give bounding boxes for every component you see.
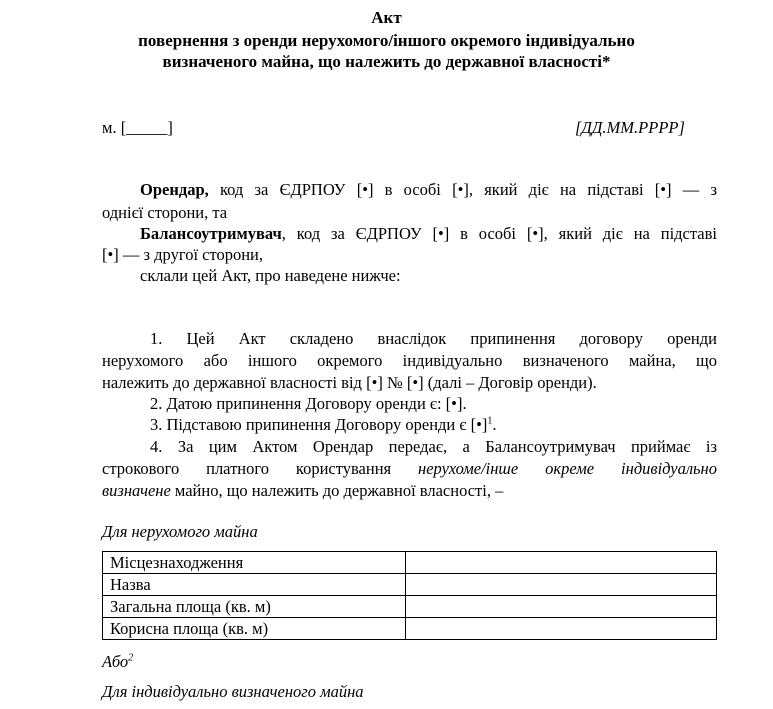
footnote-ref-2: 2: [128, 652, 134, 664]
real-estate-heading: Для нерухомого майна: [102, 522, 258, 541]
holder-line-2: [•] — з другої сторони,: [102, 245, 264, 264]
property-value-cell[interactable]: [406, 574, 717, 596]
table-row: [103, 596, 717, 618]
clause-3-end: .: [492, 415, 497, 434]
clause-4-line-2: [102, 459, 717, 479]
date-field: [ДД.ММ.РРРР]: [575, 118, 685, 137]
property-value-cell[interactable]: [406, 618, 717, 640]
clause-4-text-b: нерухоме/інше окреме індивідуально: [418, 459, 717, 478]
clause-4-text-c: визначене: [102, 481, 171, 500]
intro-line: склали цей Акт, про наведене нижче:: [140, 266, 401, 285]
city-field: м. [_____]: [102, 118, 173, 137]
property-value-cell[interactable]: [406, 596, 717, 618]
table-row: [103, 618, 717, 640]
property-label-cell: Корисна площа (кв. м): [103, 618, 406, 640]
individual-heading: Для індивідуально визначеного майна: [102, 682, 364, 701]
clause-4-line-3: [102, 481, 717, 501]
alternative-word: Або: [102, 652, 129, 671]
clause-3-text: 3. Підставою припинення Договору оренди є [•]: [150, 415, 488, 434]
clause-4-line-1: 4. За цим Актом Орендар передає, а Балансоутримувач приймає із: [150, 437, 717, 456]
table-row: [103, 574, 717, 596]
property-label-cell: Назва: [103, 574, 406, 596]
holder-text: , код за ЄДРПОУ [•] в особі [•], який діє на підставі: [281, 224, 717, 243]
tenant-line-1: [140, 180, 717, 200]
clause-1-line-2: нерухомого або іншого окремого індивідуально визначеного майна, що: [102, 351, 717, 370]
holder-label: Балансоутримувач: [140, 224, 282, 243]
clause-2: 2. Датою припинення Договору оренди є: [•].: [150, 394, 467, 413]
holder-line-1: [140, 224, 717, 244]
clause-1-line-3: належить до державної власності від [•] № [•] (далі – Договір оренди).: [102, 373, 597, 392]
table-row: [103, 552, 717, 574]
doc-subtitle-line1: повернення з оренди нерухомого/іншого окремого індивідуально: [138, 31, 635, 50]
clause-3: [150, 415, 496, 435]
tenant-label: Орендар,: [140, 180, 209, 199]
property-label-cell: Загальна площа (кв. м): [103, 596, 406, 618]
doc-subtitle-line2: визначеного майна, що належить до державної власності*: [162, 52, 611, 71]
clause-1-line-1: 1. Цей Акт складено внаслідок припинення договору оренди: [150, 329, 717, 348]
doc-title: Акт: [371, 8, 402, 27]
clause-4-text-a: строкового платного користування: [102, 459, 419, 478]
real-estate-table: [102, 551, 717, 640]
tenant-line-2: однієї сторони, та: [102, 203, 228, 222]
tenant-text: код за ЄДРПОУ [•] в особі [•], який діє на підставі [•] — з: [208, 180, 717, 199]
alternative-text: [102, 652, 133, 672]
clause-4-text-d: майно, що належить до державної власності, –: [170, 481, 504, 500]
property-value-cell[interactable]: [406, 552, 717, 574]
footnote-ref-1: 1: [487, 415, 493, 427]
property-label-cell: Місцезнаходження: [103, 552, 406, 574]
